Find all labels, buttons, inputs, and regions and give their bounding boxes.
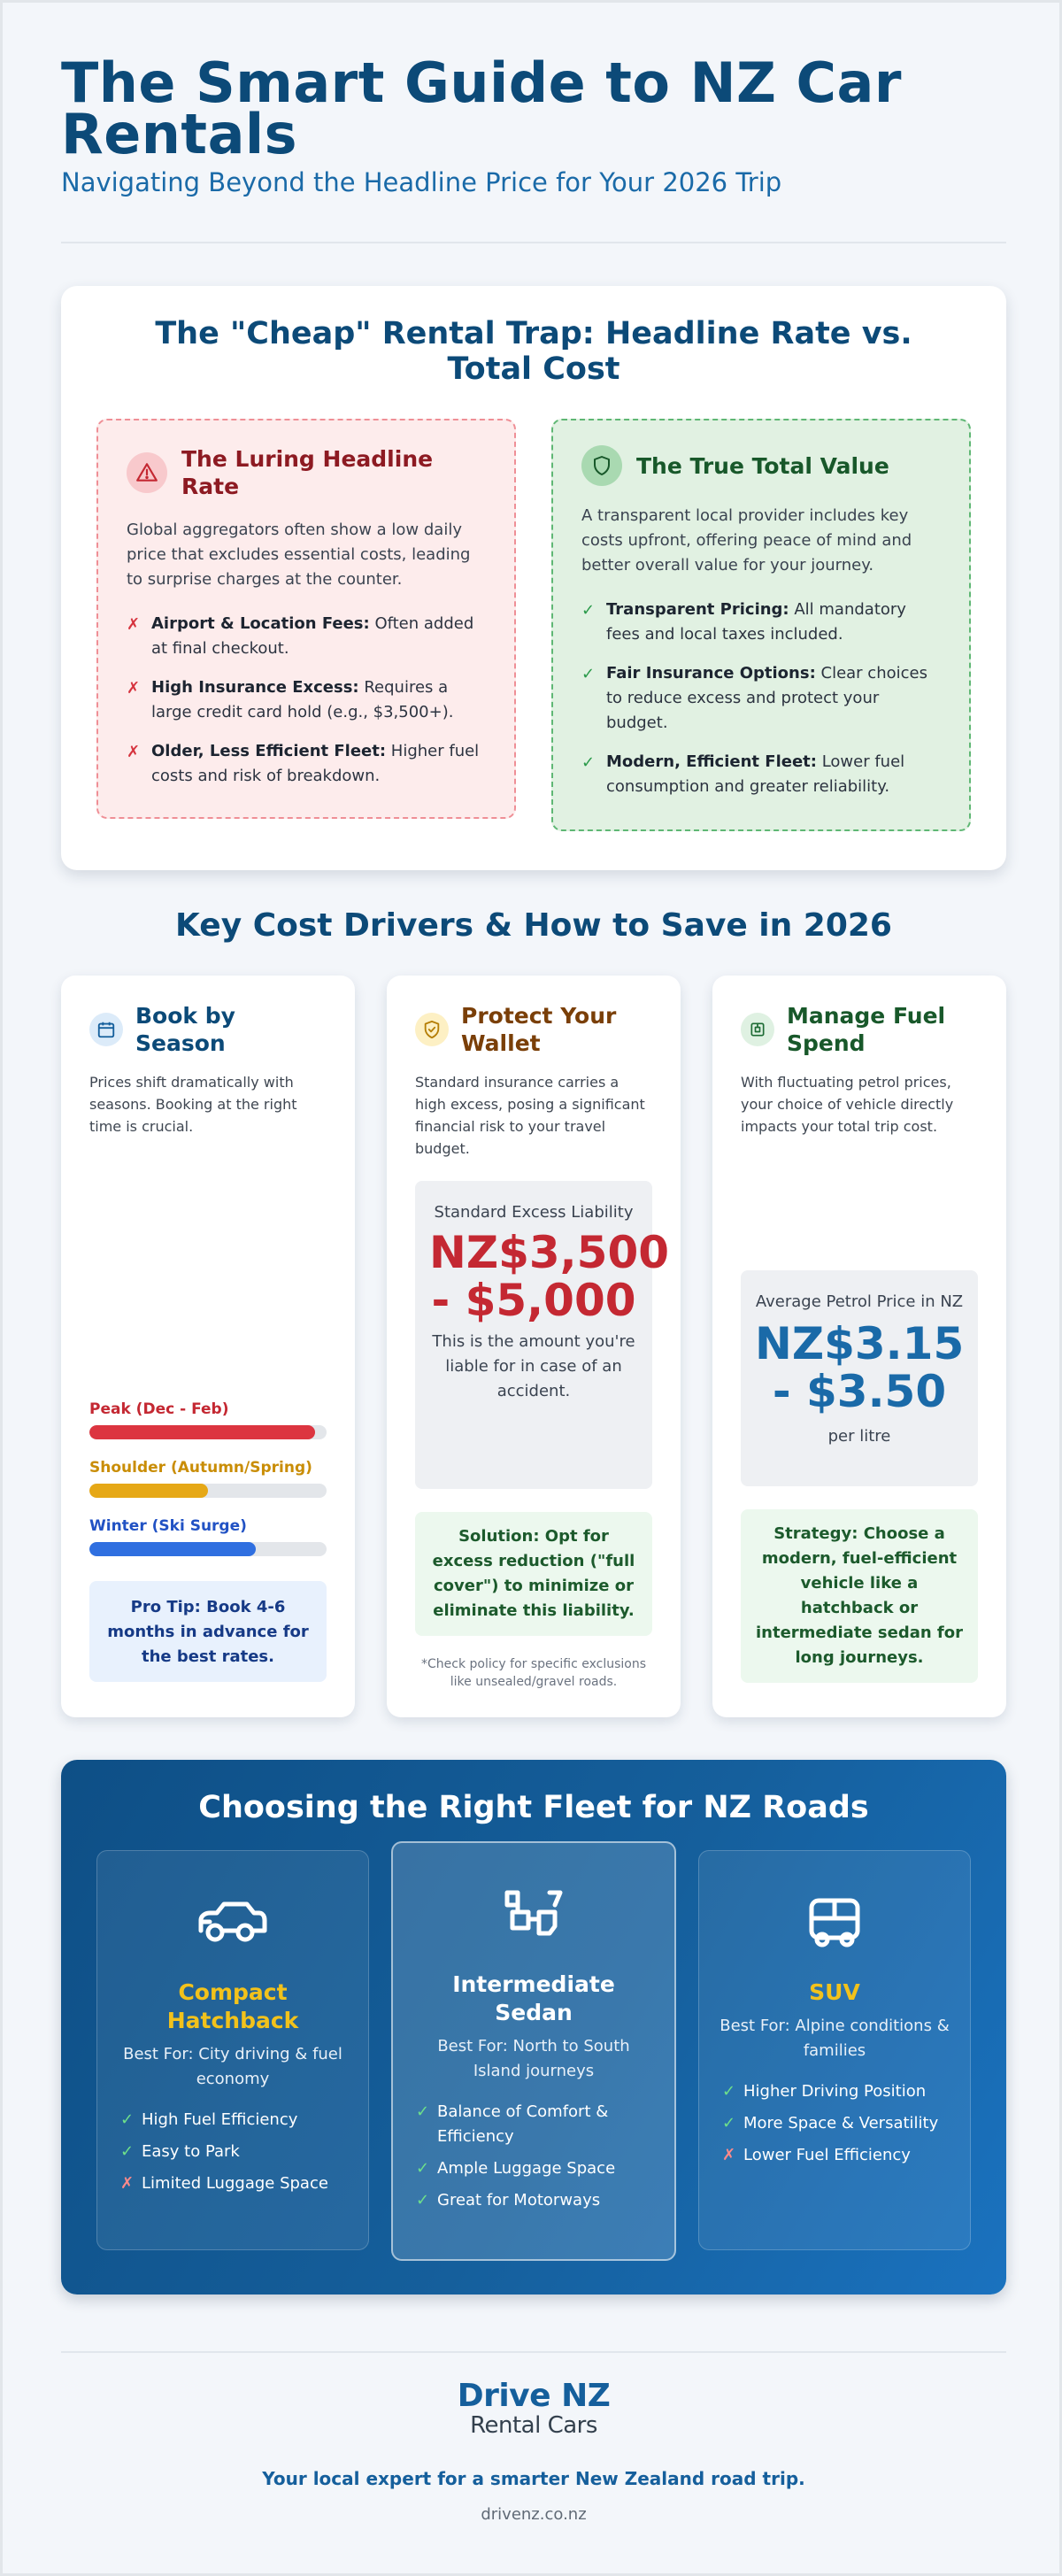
season-desc: Prices shift dramatically with seasons. Booking at the right time is crucial. <box>89 1074 297 1135</box>
fuel-title: Manage Fuel Spend <box>787 1003 946 1056</box>
check-icon: ✓ <box>416 2102 430 2121</box>
check-icon: ✓ <box>581 753 596 772</box>
season-bar-fill <box>89 1484 208 1498</box>
sedan-icon <box>412 1887 655 1944</box>
website-link[interactable]: drivenz.co.nz <box>481 2505 587 2524</box>
page-subtitle: Navigating Beyond the Headline Price for Your 2026 Trip <box>61 167 782 197</box>
fleet-best-for: Best For: Alpine conditions & families <box>720 2017 950 2060</box>
fuel-strategy: Strategy: Choose a modern, fuel-efficient vehicle like a hatchback or intermediate sedan for long journeys. <box>741 1509 978 1683</box>
season-bar-fill <box>89 1425 315 1439</box>
list-item <box>722 2111 950 2136</box>
cross-icon: ✗ <box>120 2174 135 2193</box>
season-header <box>89 1002 327 1057</box>
item-text: Higher fuel costs and risk of breakdown. <box>151 742 480 785</box>
item-heading: Airport & Location Fees: <box>151 614 370 633</box>
headline-rate-desc: Global aggregators often show a low daily price that excludes essential costs, leading to surprise charges at the counter. <box>127 521 471 589</box>
item-text: Requires a large credit card hold (e.g., $3,500+). <box>151 678 454 721</box>
petrol-value: NZ$3.15 - $3.50 <box>755 1318 965 1417</box>
feature-text: Higher Driving Position <box>743 2082 927 2101</box>
list-item <box>416 2156 655 2181</box>
list-item <box>416 2100 655 2149</box>
season-card <box>61 976 355 1717</box>
cross-icon: ✗ <box>127 743 141 761</box>
check-icon: ✓ <box>120 2142 135 2161</box>
fleet-card-sedan <box>391 1841 676 2261</box>
list-item <box>581 661 941 736</box>
check-icon: ✓ <box>722 2114 736 2133</box>
season-label-winter: Winter (Ski Surge) <box>89 1517 247 1535</box>
list-item <box>127 675 486 725</box>
item-text: Clear choices to reduce excess and protect your budget. <box>606 664 927 732</box>
item-text: All mandatory fees and local taxes included. <box>606 600 906 644</box>
shield-icon <box>581 445 622 486</box>
wallet-title: Protect Your Wallet <box>461 1003 617 1056</box>
feature-text: Lower Fuel Efficiency <box>743 2146 911 2164</box>
page-title: The Smart Guide to NZ Car Rentals <box>61 50 902 166</box>
calendar-icon <box>89 1013 123 1046</box>
season-bar-fill <box>89 1542 256 1556</box>
cross-icon: ✗ <box>722 2146 736 2164</box>
trap-title: The "Cheap" Rental Trap: Headline Rate vs. Total Cost <box>155 316 912 387</box>
wallet-header <box>415 1002 652 1057</box>
drivers-grid <box>61 976 1006 1717</box>
total-value-title: The True Total Value <box>636 452 889 479</box>
total-value-panel <box>551 419 971 831</box>
season-levels <box>89 1400 327 1576</box>
fuel-card <box>712 976 1006 1717</box>
petrol-note: per litre <box>827 1427 891 1446</box>
item-heading: Transparent Pricing: <box>606 600 789 619</box>
list-item <box>120 2140 349 2164</box>
feature-text: Limited Luggage Space <box>142 2174 328 2193</box>
fleet-best-for: Best For: City driving & fuel economy <box>123 2045 342 2088</box>
check-icon: ✓ <box>416 2159 430 2178</box>
total-value-header <box>581 445 941 486</box>
list-item <box>127 612 486 661</box>
drivers-title: Key Cost Drivers & How to Save in 2026 <box>175 907 892 944</box>
season-bar-winter <box>89 1542 327 1556</box>
fleet-name: Intermediate Sedan <box>452 1971 615 2025</box>
excess-note: This is the amount you're liable for in case of an accident. <box>432 1332 635 1400</box>
fleet-card-suv <box>698 1850 971 2250</box>
headline-rate-panel <box>96 419 516 819</box>
season-label-shoulder: Shoulder (Autumn/Spring) <box>89 1459 312 1477</box>
pro-tip: Pro Tip: Book 4-6 months in advance for the best rates. <box>89 1581 327 1682</box>
list-item <box>127 739 486 789</box>
tagline: Your local expert for a smarter New Zealand road trip. <box>262 2468 805 2489</box>
fleet-card-hatchback <box>96 1850 369 2250</box>
brand-logo-bottom: Rental Cars <box>470 2412 597 2439</box>
fleet-section <box>61 1760 1006 2294</box>
fuel-header <box>741 1002 978 1057</box>
wallet-desc: Standard insurance carries a high excess, posing a significant financial risk to your travel budget. <box>415 1074 645 1157</box>
item-text: Often added at final checkout. <box>151 614 474 658</box>
excess-value: NZ$3,500 - $5,000 <box>429 1227 670 1326</box>
list-item <box>120 2171 349 2196</box>
fleet-columns <box>96 1850 971 2261</box>
total-value-list <box>581 598 941 799</box>
petrol-stat-box <box>741 1270 978 1486</box>
excess-label: Standard Excess Liability <box>434 1203 634 1222</box>
headline-rate-title: The Luring Headline Rate <box>181 446 434 499</box>
check-icon: ✓ <box>416 2191 430 2210</box>
petrol-label: Average Petrol Price in NZ <box>755 1292 964 1311</box>
fleet-features <box>719 2079 950 2168</box>
fleet-best-for: Best For: North to South Island journeys <box>437 2037 630 2080</box>
fleet-title: Choosing the Right Fleet for NZ Roads <box>198 1790 869 1825</box>
item-text: Lower fuel consumption and greater reliability. <box>606 752 905 796</box>
check-icon: ✓ <box>581 601 596 620</box>
check-icon: ✓ <box>120 2110 135 2129</box>
shield-check-icon <box>415 1013 449 1046</box>
item-heading: Modern, Efficient Fleet: <box>606 752 817 771</box>
headline-rate-header <box>127 445 486 500</box>
season-title: Book by Season <box>135 1003 235 1056</box>
feature-text: Easy to Park <box>142 2142 240 2161</box>
list-item <box>722 2079 950 2104</box>
fleet-name: Compact Hatchback <box>166 1979 299 2033</box>
check-icon: ✓ <box>581 665 596 683</box>
total-value-desc: A transparent local provider includes key costs upfront, offering peace of mind and better overall value for your journey. <box>581 506 912 575</box>
list-item <box>581 750 941 799</box>
headline-rate-list <box>127 612 486 789</box>
feature-text: Great for Motorways <box>437 2191 601 2210</box>
fuel-desc: With fluctuating petrol prices, your choice of vehicle directly impacts your total trip cost. <box>741 1074 954 1135</box>
season-bar-peak <box>89 1425 327 1439</box>
feature-text: High Fuel Efficiency <box>142 2110 298 2129</box>
list-item <box>722 2143 950 2168</box>
cross-icon: ✗ <box>127 615 141 634</box>
warning-icon <box>127 452 167 493</box>
list-item <box>416 2188 655 2213</box>
excess-stat-box <box>415 1181 670 1489</box>
footer <box>61 2379 1006 2524</box>
hatchback-icon <box>117 1895 349 1952</box>
item-heading: High Insurance Excess: <box>151 678 359 697</box>
item-heading: Older, Less Efficient Fleet: <box>151 742 387 760</box>
list-item <box>581 598 941 647</box>
divider <box>61 242 1006 243</box>
wallet-solution: Solution: Opt for excess reduction ("full cover") to minimize or eliminate this liability. <box>415 1512 652 1636</box>
page <box>3 3 1062 2524</box>
divider <box>61 2351 1006 2353</box>
fuel-icon <box>741 1013 774 1046</box>
suv-icon <box>719 1895 950 1952</box>
fleet-name: SUV <box>809 1979 860 2005</box>
cross-icon: ✗ <box>127 679 141 698</box>
feature-text: Ample Luggage Space <box>437 2159 616 2178</box>
feature-text: More Space & Versatility <box>743 2114 939 2133</box>
list-item <box>120 2108 349 2133</box>
fleet-features <box>412 2100 655 2213</box>
item-heading: Fair Insurance Options: <box>606 664 816 683</box>
brand-logo-top: Drive NZ <box>457 2378 611 2414</box>
trap-columns <box>96 419 971 831</box>
trap-section <box>61 286 1006 870</box>
season-bar-shoulder <box>89 1484 327 1498</box>
wallet-card <box>387 976 681 1717</box>
wallet-fineprint: *Check policy for specific exclusions like unsealed/gravel roads. <box>420 1657 646 1689</box>
season-label-peak: Peak (Dec - Feb) <box>89 1400 229 1418</box>
check-icon: ✓ <box>722 2082 736 2101</box>
fleet-features <box>117 2108 349 2196</box>
feature-text: Balance of Comfort & Efficiency <box>437 2102 609 2146</box>
